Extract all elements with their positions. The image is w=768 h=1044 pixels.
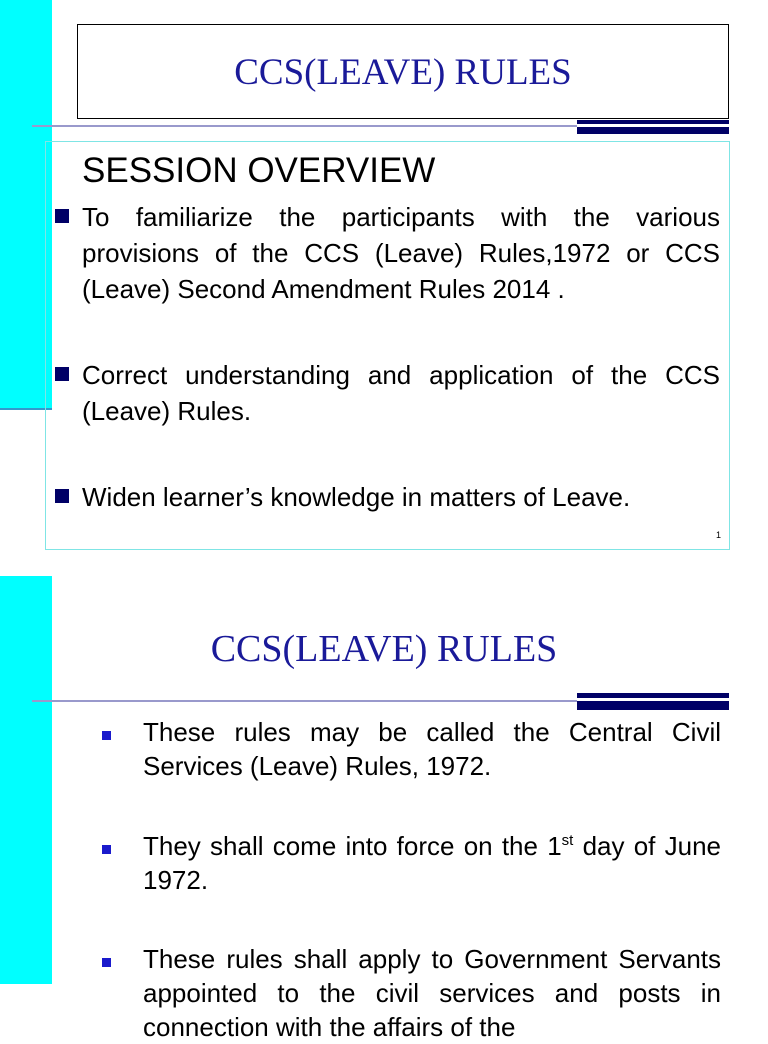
title-underline [32,125,577,127]
title-rule-navy-bottom [577,127,729,134]
small-square-bullet-icon [102,731,111,740]
title-rule-navy-top [577,120,729,124]
ordinal-superscript: st [561,832,574,849]
bullet-item: Widen learner’s knowledge in matters of Leave. [82,482,631,512]
bullet-item: These rules may be called the Central Civil Services (Leave) Rules, 1972. [143,717,721,781]
slide-title: CCS(LEAVE) RULES [210,628,558,670]
small-square-bullet-icon [102,958,111,967]
bullet-item [143,829,721,897]
slide-title: CCS(LEAVE) RULES [234,52,572,93]
title-underline [32,700,577,702]
title-rule-navy-top [577,693,729,698]
small-square-bullet-icon [102,845,111,854]
bullet-item: Correct understanding and application of the CCS (Leave) Rules. [82,360,720,426]
page-number: 1 [716,530,722,540]
square-bullet-icon [55,489,69,503]
title-box [77,24,729,119]
title-rule-navy-bottom [577,701,729,710]
square-bullet-icon [55,209,69,223]
bullet-item: These rules shall apply to Government Servants appointed to the civil services and posts in connection with the affairs of the [143,944,721,1042]
square-bullet-icon [55,367,69,381]
bullet-item: To familiarize the participants with the various provisions of the CCS (Leave) Rules,1972 or CCS (Leave) Second Amendment Rules 2014 . [82,202,720,304]
section-heading: SESSION OVERVIEW [82,151,436,190]
bullet-text-before: They shall come into force on the 1 [143,831,562,861]
bullet-text-after: day of June 1972. [143,831,721,895]
